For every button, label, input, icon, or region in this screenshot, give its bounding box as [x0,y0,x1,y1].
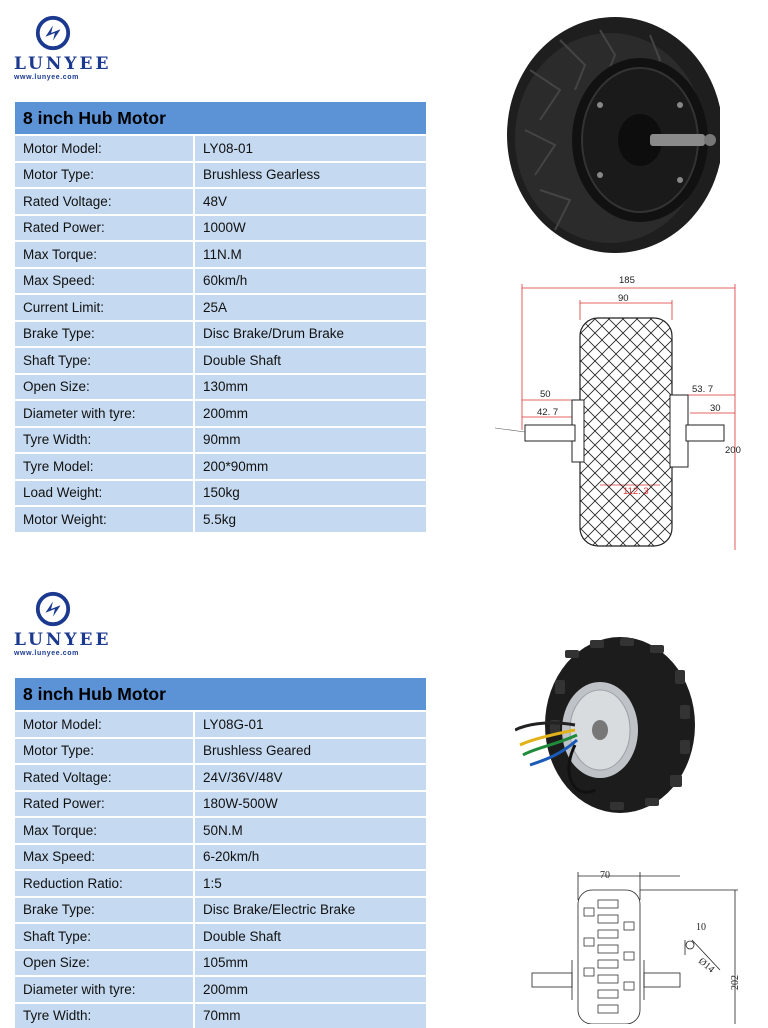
row-value: LY08-01 [195,134,426,161]
row-label: Shaft Type: [15,922,195,949]
dim-label: 30 [710,403,721,414]
row-value: 11N.M [195,240,426,267]
table-row [15,399,426,426]
row-value: Double Shaft [195,922,426,949]
table-row [15,763,426,790]
table-row [15,373,426,400]
row-label: Current Limit: [15,293,195,320]
brand-url: www.lunyee.com [14,650,79,657]
row-label: Tyre Width: [15,426,195,453]
row-value: 1:5 [195,869,426,896]
table-row [15,710,426,737]
technical-drawing-1 [490,270,750,550]
dim-label: 185 [619,275,635,286]
row-value: 70mm [195,1002,426,1028]
table-row [15,1002,426,1028]
row-value: 200mm [195,975,426,1002]
row-value: LY08G-01 [195,710,426,737]
table-row [15,214,426,241]
hub-motor-photo-2 [515,630,700,820]
row-label: Reduction Ratio: [15,869,195,896]
dim-label: 10 [696,922,706,933]
table-row [15,737,426,764]
row-value: 200mm [195,399,426,426]
table-row [15,134,426,161]
table-row [15,843,426,870]
table-row [15,479,426,506]
row-label: Brake Type: [15,896,195,923]
dim-label: 112. 3 [623,486,649,497]
row-value: Disc Brake/Electric Brake [195,896,426,923]
brand-name: LUNYEE [14,630,104,650]
row-label: Motor Model: [15,134,195,161]
row-label: Open Size: [15,373,195,400]
row-value: 105mm [195,949,426,976]
row-label: Max Speed: [15,267,195,294]
table-row [15,187,426,214]
dim-label: 50 [540,389,551,400]
table-row [15,240,426,267]
lunyee-logo-icon [34,14,72,52]
row-label: Motor Type: [15,737,195,764]
brand-logo [14,590,104,660]
row-value: 150kg [195,479,426,506]
table-row [15,452,426,479]
row-label: Rated Power: [15,214,195,241]
row-label: Max Torque: [15,240,195,267]
row-value: Brushless Geared [195,737,426,764]
row-value: 50N.M [195,816,426,843]
table-row [15,267,426,294]
dim-label: 200 [725,445,741,456]
row-label: Motor Model: [15,710,195,737]
row-value: 48V [195,187,426,214]
table-row [15,293,426,320]
table-row [15,790,426,817]
lunyee-logo-icon [34,590,72,628]
row-label: Motor Type: [15,161,195,188]
dim-label: 53. 7 [692,384,713,395]
row-value: 180W-500W [195,790,426,817]
row-label: Load Weight: [15,479,195,506]
spec-table-ly08g-01 [15,678,426,1028]
brand-url: www.lunyee.com [14,74,79,81]
technical-drawing-2 [520,860,750,1024]
row-label: Max Torque: [15,816,195,843]
table-row [15,816,426,843]
dim-label: 90 [618,293,629,304]
row-label: Diameter with tyre: [15,975,195,1002]
row-label: Rated Voltage: [15,187,195,214]
dim-label: Ø14 [696,956,716,976]
row-value: 130mm [195,373,426,400]
row-label: Rated Power: [15,790,195,817]
row-value: Brushless Gearless [195,161,426,188]
spec-table-ly08-01 [15,102,426,532]
dim-label: 70 [600,870,610,881]
table-row [15,975,426,1002]
table-row [15,346,426,373]
table-row [15,922,426,949]
table-row [15,320,426,347]
row-label: Tyre Width: [15,1002,195,1028]
brand-logo [14,14,104,84]
row-value: 5.5kg [195,505,426,532]
row-value: Double Shaft [195,346,426,373]
row-value: 6-20km/h [195,843,426,870]
table-row [15,949,426,976]
dim-label: 202 [730,975,741,990]
spec-table-title: 8 inch Hub Motor [15,678,426,710]
row-label: Tyre Model: [15,452,195,479]
table-row [15,869,426,896]
row-value: 24V/36V/48V [195,763,426,790]
table-row [15,505,426,532]
row-value: 200*90mm [195,452,426,479]
row-label: Brake Type: [15,320,195,347]
hub-motor-photo-1 [500,10,720,265]
table-row [15,426,426,453]
row-value: Disc Brake/Drum Brake [195,320,426,347]
row-value: 90mm [195,426,426,453]
table-row [15,161,426,188]
row-label: Rated Voltage: [15,763,195,790]
row-label: Open Size: [15,949,195,976]
row-label: Max Speed: [15,843,195,870]
row-value: 25A [195,293,426,320]
row-value: 1000W [195,214,426,241]
spec-table-title: 8 inch Hub Motor [15,102,426,134]
table-row [15,896,426,923]
row-label: Diameter with tyre: [15,399,195,426]
row-label: Motor Weight: [15,505,195,532]
row-label: Shaft Type: [15,346,195,373]
brand-name: LUNYEE [14,54,104,74]
dim-label: 42. 7 [537,407,558,418]
row-value: 60km/h [195,267,426,294]
